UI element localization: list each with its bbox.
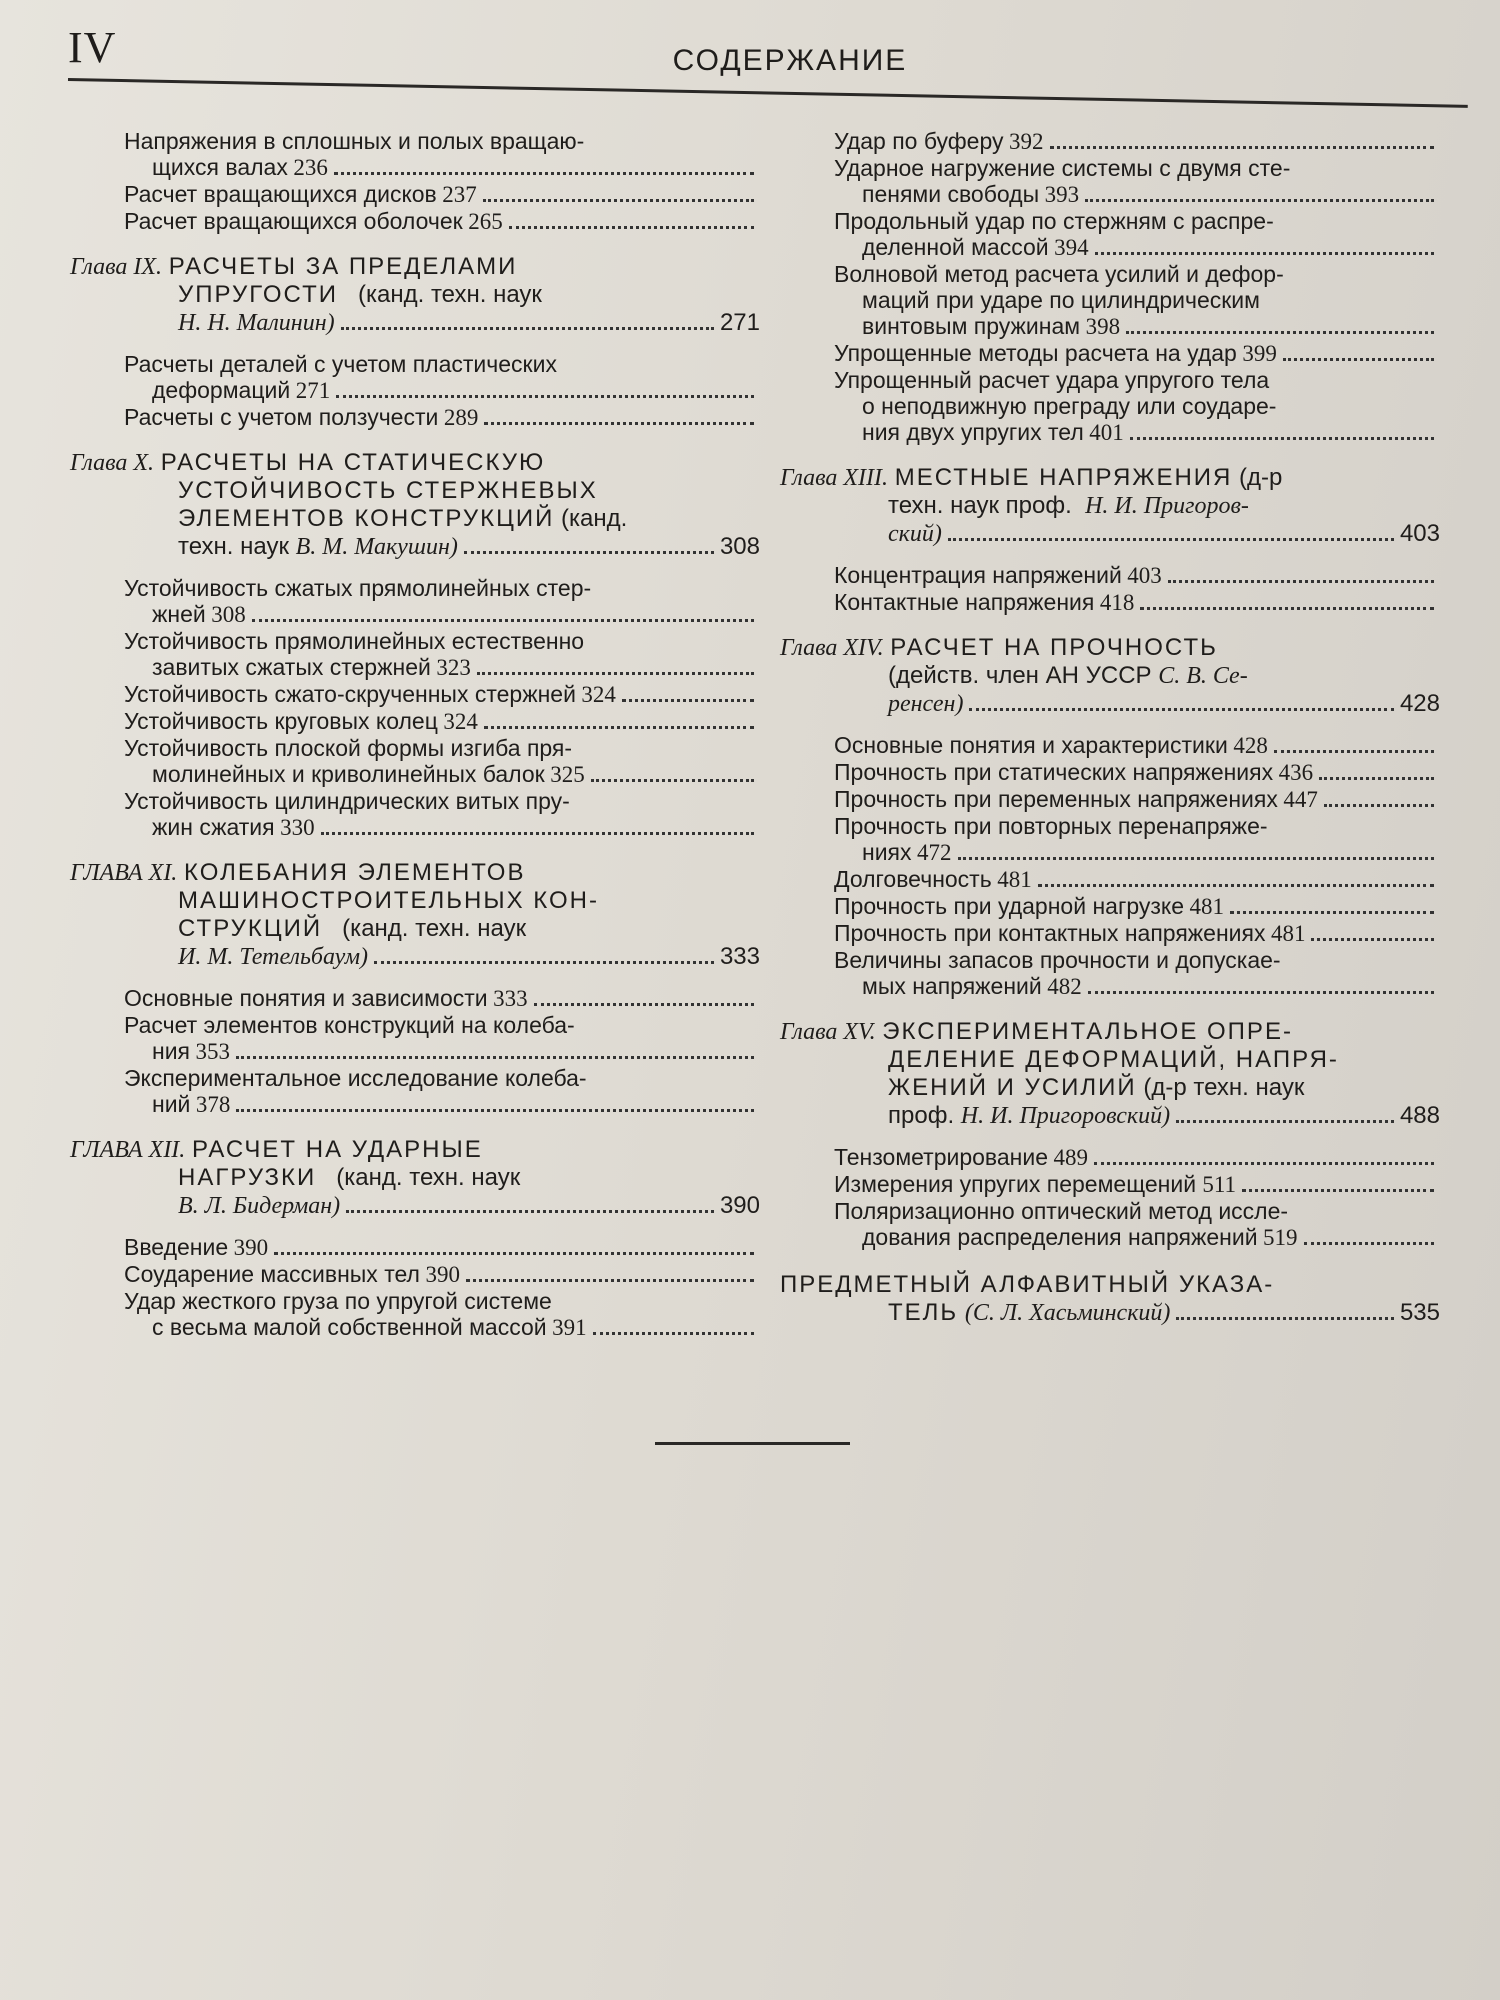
toc-line [124,1038,760,1065]
chapter-title: КОЛЕБАНИЯ ЭЛЕМЕНТОВ [183,859,526,886]
chapter-meta: (д-р техн. наук [1143,1074,1305,1101]
toc-line: Экспериментальное исследование колеба- [124,1065,587,1091]
chapter-meta: (д-р [1239,464,1283,491]
page-ref: 398 [1085,314,1121,339]
toc-line [124,601,760,628]
chapter-line [780,520,1440,548]
chapter-author: Н. И. Пригоровский) [960,1103,1171,1129]
page-ref: 418 [1099,590,1135,615]
page-ref: 488 [1399,1102,1440,1129]
chapter-author: С. В. Се- [1158,663,1248,689]
chapter-label: ГЛАВА XI. [70,860,178,886]
header-rule [68,78,1468,108]
chapter-title: РАСЧЕТ НА УДАРНЫЕ [191,1136,483,1163]
toc-text: Устойчивость круговых колец [124,708,438,734]
index-author: (С. Л. Хасьминский) [964,1300,1171,1326]
page-ref: 482 [1047,974,1082,999]
toc-line [834,1171,1440,1198]
toc-line: о неподвижную преграду или соударе- [862,393,1277,419]
chapter-line [780,1046,1440,1074]
chapter-line [780,1102,1440,1130]
chapter-author: ский) [888,521,942,547]
page-number: IV [68,23,117,72]
toc-entry [70,1288,760,1341]
chapter-line [780,690,1440,718]
page-ref: 481 [1189,894,1225,919]
toc-entry [70,208,760,235]
chapter-line [780,1271,1440,1299]
page-ref: 390 [233,1235,269,1260]
chapter-line [780,464,1440,492]
toc-line: Продольный удар по стержням с распре- [834,208,1274,234]
chapter-label: Глава IX. [70,254,163,280]
toc-line: Поляризационно оптический метод иссле- [834,1198,1289,1224]
chapter-title: МЕСТНЫЕ НАПРЯЖЕНИЯ [894,464,1233,491]
page-ref: 535 [1399,1299,1440,1326]
toc-entry [780,732,1440,759]
toc-line [124,708,760,735]
chapter-heading [70,859,760,971]
page-ref: 511 [1202,1172,1237,1197]
page-ref: 271 [719,309,760,336]
index-title: ПРЕДМЕТНЫЙ АЛФАВИТНЫЙ УКАЗА- [780,1271,1275,1298]
toc-column-right [780,128,1440,1341]
toc-line: Напряжения в сплошных и полых вращаю- [124,128,585,154]
chapter-meta: (канд. техн. наук [358,281,542,308]
chapter-heading [780,464,1440,548]
chapter-line [70,915,760,943]
toc-column-left [70,128,760,1341]
toc-entry [780,1198,1440,1251]
toc-entry [780,155,1440,208]
toc-entry [780,1144,1440,1171]
toc-text: Контактные напряжения [834,589,1095,615]
chapter-line [780,1299,1440,1327]
toc-line [124,208,760,235]
chapter-line [70,505,760,533]
toc-line [834,313,1440,340]
chapter-line [70,477,760,505]
toc-entry [70,681,760,708]
toc-text: Расчеты с учетом ползучести [124,404,439,430]
chapter-line [70,309,760,337]
toc-entry [780,340,1440,367]
chapter-meta: (канд. техн. наук [336,1164,521,1191]
chapter-line [780,492,1440,520]
page-ref: 393 [1044,182,1080,207]
toc-line [124,761,760,788]
page-ref: 403 [1399,520,1440,547]
chapter-title: МАШИНОСТРОИТЕЛЬНЫХ КОН- [178,887,599,914]
chapter-label: Глава XIII. [780,465,889,491]
toc-entry [70,708,760,735]
toc-text: Соударение массивных тел [124,1261,420,1287]
toc-entry [70,1012,760,1065]
chapter-title: УСТОЙЧИВОСТЬ СТЕРЖНЕВЫХ [178,477,598,504]
toc-entry [70,1234,760,1261]
toc-entry [70,735,760,788]
toc-text: Тензометрирование [834,1144,1049,1170]
toc-line: Упрощенный расчет удара упругого тела [834,367,1270,393]
toc-entry [780,208,1440,261]
toc-entry [780,367,1440,446]
chapter-heading [70,253,760,337]
chapter-title: НАГРУЗКИ [178,1164,317,1191]
page-ref: 481 [1270,921,1306,946]
toc-entry [780,866,1440,893]
page-ref: 353 [195,1039,231,1064]
chapter-line [70,533,760,561]
toc-line [834,973,1440,1000]
page-ref: 289 [443,405,479,430]
toc-line: Волновой метод расчета усилий и дефор- [834,261,1284,287]
chapter-heading [70,449,760,561]
chapter-line [70,943,760,971]
page-ref: 519 [1263,1225,1298,1250]
toc-entry [70,985,760,1012]
chapter-line [70,281,760,309]
toc-text: деформаций [152,377,291,403]
toc-line: Величины запасов прочности и допускае- [834,947,1281,973]
chapter-line [70,253,760,281]
chapter-meta: техн. наук проф. [888,492,1072,519]
toc-text: пенями свободы [862,181,1040,207]
chapter-meta: техн. наук [178,533,289,560]
page-ref: 447 [1283,787,1318,812]
chapter-label: ГЛАВА XII. [70,1137,186,1163]
chapter-title: РАСЧЕТЫ ЗА ПРЕДЕЛАМИ [168,253,518,280]
toc-entry [780,947,1440,1000]
toc-line [124,654,760,681]
chapter-title: ДЕЛЕНИЕ ДЕФОРМАЦИЙ, НАПРЯ- [888,1046,1339,1073]
toc-line: маций при ударе по цилиндрическим [862,287,1260,313]
closing-rule [655,1442,850,1445]
index-heading [780,1271,1440,1327]
toc-line [834,920,1440,947]
page-ref: 403 [1127,563,1162,588]
toc-entry [780,1171,1440,1198]
toc-entry [70,181,760,208]
page-ref: 428 [1399,690,1440,717]
page-ref: 399 [1242,341,1277,366]
toc-line [834,562,1440,589]
page-ref: 489 [1053,1145,1089,1170]
page-ref: 237 [442,182,477,207]
toc-line: Устойчивость цилиндрических витых пру- [124,788,570,814]
page-ref: 308 [719,533,760,560]
toc-line [834,893,1440,920]
toc-line [124,154,760,181]
toc-entry [70,128,760,181]
chapter-line [780,662,1440,690]
page-ref: 394 [1054,235,1089,260]
chapter-line [70,1164,760,1192]
toc-text: Основные понятия и зависимости [124,985,488,1011]
toc-text: Долговечность [834,866,992,892]
chapter-author: Н. И. Пригоров- [1085,493,1249,519]
toc-line [834,1224,1440,1251]
toc-text: Прочность при контактных напряжениях [834,920,1266,946]
toc-entry [780,759,1440,786]
running-head: СОДЕРЖАНИЕ [672,44,908,77]
page-ref: 308 [211,602,246,627]
chapter-heading [780,634,1440,718]
toc-line [834,732,1440,759]
chapter-org: АН УССР [1045,662,1152,689]
page-ref: 378 [195,1092,231,1117]
page-ref: 324 [443,709,478,734]
chapter-line [780,1074,1440,1102]
toc-text: мых напряжений [862,973,1042,999]
toc-text: винтовым пружинам [862,313,1081,339]
toc-line [834,866,1440,893]
toc-line [124,681,760,708]
toc-text: Введение [124,1234,229,1260]
chapter-author: В. Л. Бидерман) [178,1193,341,1219]
toc-text: Устойчивость сжато-скрученных стержней [124,681,576,707]
page-ref: 323 [436,655,471,680]
toc-line [124,985,760,1012]
toc-line [834,759,1440,786]
page-ref: 428 [1233,733,1268,758]
chapter-heading [70,1136,760,1220]
page-ref: 481 [997,867,1032,892]
toc-line [124,377,760,404]
page-ref: 330 [280,815,315,840]
toc-line: Расчет элементов конструкций на колеба- [124,1012,575,1038]
chapter-author: ренсен) [888,691,964,717]
chapter-author: И. М. Тетельбаум) [178,944,369,970]
toc-line [834,181,1440,208]
toc-entry [70,575,760,628]
toc-text: ния [152,1038,191,1064]
toc-text: Концентрация напряжений [834,562,1122,588]
toc-line [834,589,1440,616]
toc-line [834,128,1440,155]
toc-line [124,181,760,208]
toc-text: с весьма малой собственной массой [152,1314,547,1340]
chapter-meta: (канд. [561,505,628,532]
chapter-title: УПРУГОСТИ [178,281,338,308]
toc-entry [70,1261,760,1288]
toc-line [124,1314,760,1341]
toc-text: молинейных и криволинейных балок [152,761,545,787]
toc-text: дования распределения напряжений [862,1224,1258,1250]
toc-entry [780,786,1440,813]
chapter-label: Глава XIV. [780,635,884,661]
toc-entry [780,562,1440,589]
toc-text: щихся валах [152,154,288,180]
page-ref: 333 [493,986,528,1011]
index-title: ТЕЛЬ [888,1299,959,1326]
toc-entry [70,404,760,431]
toc-line: Устойчивость сжатых прямолинейных стер- [124,575,592,601]
chapter-line [70,887,760,915]
chapter-label: Глава XV. [780,1019,876,1045]
page-ref: 390 [719,1192,760,1219]
toc-entry [780,261,1440,340]
page-ref: 271 [295,378,331,403]
toc-line [124,814,760,841]
toc-text: Измерения упругих перемещений [834,1171,1197,1197]
toc-text: Расчет вращающихся оболочек [124,208,463,234]
page-ref: 325 [550,762,585,787]
page-ref: 401 [1089,420,1124,445]
toc-text: ниях [862,839,912,865]
toc-text: жин сжатия [152,814,275,840]
toc-line [124,404,760,431]
chapter-line [70,1136,760,1164]
toc-entry [70,788,760,841]
toc-line [834,340,1440,367]
chapter-line [780,1018,1440,1046]
toc-text: Упрощенные методы расчета на удар [834,340,1237,366]
toc-line: Удар жесткого груза по упругой системе [124,1288,552,1314]
toc-entry [70,351,760,404]
toc-line: Расчеты деталей с учетом пластических [124,351,557,377]
chapter-title: РАСЧЕТ НА ПРОЧНОСТЬ [890,634,1218,661]
toc-line [124,1234,760,1261]
chapter-title: ЭКСПЕРИМЕНТАЛЬНОЕ ОПРЕ- [882,1018,1293,1045]
chapter-title: ЖЕНИЙ И УСИЛИЙ [888,1074,1137,1101]
chapter-author: Н. Н. Малинин) [178,310,335,336]
page-ref: 390 [425,1262,460,1287]
page-ref: 333 [719,943,760,970]
chapter-title: СТРУКЦИЙ [178,915,323,942]
toc-entry [780,920,1440,947]
chapter-meta: проф. [888,1102,955,1129]
toc-text: Прочность при статических напряжениях [834,759,1274,785]
toc-text: Основные понятия и характеристики [834,732,1228,758]
page-ref: 472 [917,840,952,865]
toc-line [124,1261,760,1288]
toc-text: Расчет вращающихся дисков [124,181,437,207]
toc-text: деленной массой [862,234,1049,260]
page-ref: 436 [1278,760,1314,785]
toc-line [834,419,1440,446]
toc-line: Прочность при повторных перенапряже- [834,813,1268,839]
chapter-line [780,634,1440,662]
toc-line [834,234,1440,261]
toc-line [834,786,1440,813]
toc-line: Устойчивость плоской формы изгиба пря- [124,735,573,761]
chapter-meta: (действ. член [888,662,1039,689]
toc-entry [70,628,760,681]
toc-text: Прочность при ударной нагрузке [834,893,1185,919]
chapter-title: ЭЛЕМЕНТОВ КОНСТРУКЦИЙ [178,505,555,532]
chapter-line [70,1192,760,1220]
toc-entry [780,893,1440,920]
page-ref: 236 [293,155,328,180]
page-ref: 265 [468,209,503,234]
page-ref: 324 [581,682,616,707]
toc-line: Ударное нагружение системы с двумя сте- [834,155,1291,181]
chapter-title: РАСЧЕТЫ НА СТАТИЧЕСКУЮ [160,449,546,476]
chapter-heading [780,1018,1440,1130]
toc-text: ний [152,1091,191,1117]
toc-text: жней [152,601,206,627]
toc-text: Прочность при переменных напряжениях [834,786,1278,812]
page-ref: 392 [1009,129,1044,154]
toc-text: завитых сжатых стержней [152,654,431,680]
chapter-author: В. М. Макушин) [295,534,458,560]
toc-entry [780,589,1440,616]
toc-text: Удар по буферу [834,128,1004,154]
toc-line: Устойчивость прямолинейных естественно [124,628,585,654]
chapter-line [70,859,760,887]
toc-line [834,839,1440,866]
chapter-line [70,449,760,477]
toc-line [834,1144,1440,1171]
chapter-label: Глава X. [70,450,155,476]
toc-entry [780,813,1440,866]
toc-entry [70,1065,760,1118]
chapter-meta: (канд. техн. наук [342,915,527,942]
toc-text: ния двух упругих тел [862,419,1084,445]
page-ref: 391 [552,1315,587,1340]
toc-entry [780,128,1440,155]
toc-line [124,1091,760,1118]
